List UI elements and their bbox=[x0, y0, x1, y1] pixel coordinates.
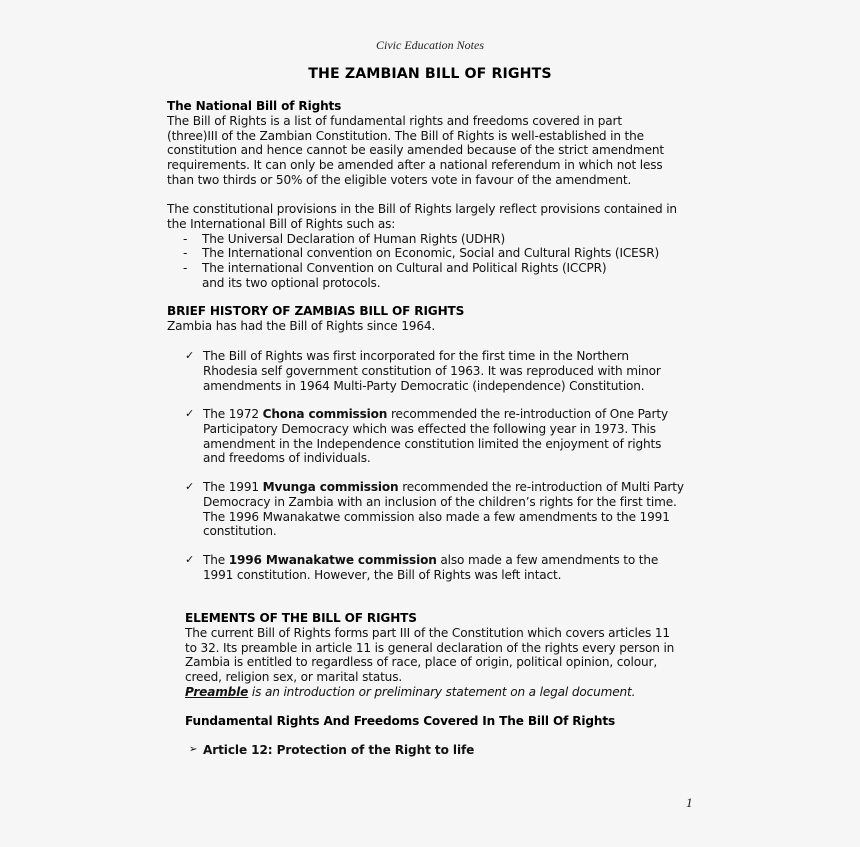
list-item: - The International convention on Economic, Social and Cultural Rights (ICESR) bbox=[183, 246, 660, 261]
paragraph-line: Zambia has had the Bill of Rights since 1964. bbox=[167, 318, 436, 333]
paragraph-line: creed, religion sex, or marital status. bbox=[185, 670, 403, 685]
section-heading: BRIEF HISTORY OF ZAMBIAS BILL OF RIGHTS bbox=[167, 304, 465, 318]
paragraph-line: The current Bill of Rights forms part III of the Constitution which covers articles 11 bbox=[185, 625, 670, 640]
section-elements bbox=[185, 611, 705, 700]
paragraph-line: (three)III of the Zambian Constitution. The Bill of Rights is well-established in the bbox=[167, 128, 644, 143]
dash-bullet-icon: - bbox=[183, 261, 188, 276]
paragraph-line: to 32. Its preamble in article 11 is general declaration of the rights every person in bbox=[185, 640, 675, 655]
history-item: ✓ The 1972 Chona commission recommended the re-introduction of One Party Participatory Democracy which was effected the following year in 1973. This amendment in the Independence constitution limited the enjoyment of rights and freedoms of individuals. bbox=[185, 407, 668, 466]
checkmark-icon: ✓ bbox=[185, 407, 195, 420]
running-header: Civic Education Notes bbox=[376, 38, 484, 52]
checkmark-icon: ✓ bbox=[185, 480, 195, 493]
dash-bullet-icon: - bbox=[183, 246, 188, 261]
list-item-continuation: and its two optional protocols. bbox=[202, 275, 381, 290]
preamble-term: Preamble bbox=[185, 684, 249, 699]
paragraph-line: requirements. It can only be amended after a national referendum in which not less bbox=[167, 158, 663, 173]
history-item: ✓ The 1991 Mvunga commission recommended the re-introduction of Multi Party Democracy in Zambia with an inclusion of the children’s rights for the first time. The 1996 Mwanakatwe commission also made a few amendments to the 1991 constitution. bbox=[185, 480, 684, 539]
paragraph-line: The Bill of Rights is a list of fundamental rights and freedoms covered in part bbox=[167, 113, 622, 128]
mwanakatwe-commission: 1996 Mwanakatwe commission bbox=[228, 553, 437, 567]
paragraph-line: Zambia is entitled to regardless of race, place of origin, political opinion, colour, bbox=[185, 655, 658, 670]
paragraph-line: constitution and hence cannot be easily amended because of the strict amendment bbox=[167, 143, 664, 158]
checkmark-icon: ✓ bbox=[185, 349, 195, 362]
paragraph-line: than two thirds or 50% of the eligible voters vote in favour of the amendment. bbox=[167, 172, 632, 187]
history-item: ✓ The Bill of Rights was first incorporated for the first time in the Northern Rhodesia self government constitution of 1963. It was reproduced with minor amendments in 1964 Multi-Party Democratic (independence) Constitution. bbox=[185, 349, 661, 393]
dash-bullet-icon: - bbox=[183, 231, 188, 246]
mvunga-commission: Mvunga commission bbox=[262, 480, 399, 494]
section-provisions bbox=[167, 202, 707, 291]
paragraph-line: the International Bill of Rights such as: bbox=[167, 216, 396, 231]
preamble-definition: Preamble is an introduction or preliminary statement on a legal document. bbox=[185, 684, 636, 699]
paragraph-line: The constitutional provisions in the Bill of Rights largely reflect provisions contained in bbox=[167, 202, 677, 216]
document-title: THE ZAMBIAN BILL OF RIGHTS bbox=[308, 66, 552, 82]
page-number: 1 bbox=[686, 795, 693, 810]
checkmark-icon: ✓ bbox=[185, 553, 195, 566]
chona-commission: Chona commission bbox=[262, 407, 388, 421]
section-national-bill bbox=[167, 99, 707, 188]
history-item: ✓ The 1996 Mwanakatwe commission also made a few amendments to the 1991 constitution. However, the Bill of Rights was left intact. bbox=[185, 553, 659, 582]
section-heading: The National Bill of Rights bbox=[167, 99, 342, 113]
article-item: ➢ Article 12: Protection of the Right to life bbox=[189, 743, 475, 757]
section-heading: ELEMENTS OF THE BILL OF RIGHTS bbox=[185, 611, 417, 625]
section-heading: Fundamental Rights And Freedoms Covered In The Bill Of Rights bbox=[185, 714, 616, 728]
section-history bbox=[167, 304, 707, 334]
section-fundamental bbox=[185, 714, 705, 729]
list-item: - The Universal Declaration of Human Rights (UDHR) bbox=[183, 231, 506, 246]
instruments-list bbox=[167, 232, 707, 291]
list-item: - The international Convention on Cultural and Political Rights (ICCPR) bbox=[183, 261, 607, 276]
arrow-bullet-icon: ➢ bbox=[189, 744, 198, 755]
